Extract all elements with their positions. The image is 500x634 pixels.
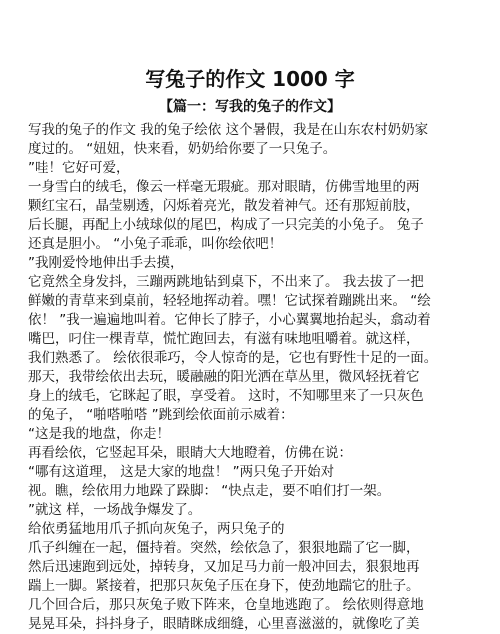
body-line: ”就这 样，一场战争爆发了。 bbox=[28, 502, 202, 518]
body-line: 依！ ”我一遍遍地叫着。它伸长了脖子，小心翼翼地抬起头，翕动着 bbox=[28, 312, 431, 328]
body-line: 几个回合后，那只灰兔子败下阵来，仓皇地逃跑了。 绘依则得意地 bbox=[28, 597, 424, 613]
body-line: 鲜嫩的青草来到桌前，轻轻地挥动着。嘿！它试探着蹦跳出来。 “绘 bbox=[28, 293, 431, 309]
body-line: 它竟然全身发抖，三蹦两跳地钻到桌下，不出来了。 我去拔了一把 bbox=[28, 274, 424, 290]
document-body bbox=[28, 121, 478, 634]
body-line: 一身雪白的绒毛，像云一样毫无瑕疵。那对眼睛，仿佛雪地里的两 bbox=[28, 179, 420, 195]
document-title: 写兔子的作文 1000 字 bbox=[145, 67, 355, 91]
body-line: 那天，我带绘依出去玩，暖融融的阳光洒在草丛里，微风轻抚着它 bbox=[28, 369, 420, 385]
body-line: 嘴巴，叼住一棵青草，慌忙跑回去，有滋有味地咀嚼着。就这样， bbox=[28, 331, 420, 347]
body-line: 再看绘依，它竖起耳朵，眼睛大大地瞪着，仿佛在说： bbox=[28, 445, 352, 461]
body-line: 晃晃耳朵，抖抖身子，眼睛眯成细缝，心里喜滋滋的，就像吃了美 bbox=[28, 616, 420, 632]
document-subtitle: 【篇一：写我的兔子的作文】 bbox=[159, 99, 341, 115]
body-line: 然后迅速跑到远处，掉转身，又加足马力前一般冲回去，狠狠地再 bbox=[28, 559, 420, 575]
body-line: 身上的绒毛，它眯起了眼，享受着。 这时，不知哪里来了一只灰色 bbox=[28, 388, 424, 404]
body-line: 颗红宝石，晶莹剔透，闪烁着亮光，散发着神气。还有那短前肢， bbox=[28, 198, 420, 214]
body-line: ”哇！它好可爱， bbox=[28, 160, 130, 176]
body-line: 后长腿，再配上小绒球似的尾巴，构成了一只完美的小兔子。 兔子 bbox=[28, 217, 424, 233]
body-line: 给依勇猛地用爪子抓向灰兔子，两只兔子的 bbox=[28, 521, 285, 537]
body-line: 还真是胆小。 “小兔子乖乖，叫你绘依吧！ bbox=[28, 236, 283, 252]
body-line: 写我的兔子的作文 我的兔子绘依 这个暑假，我是在山东农村奶奶家 bbox=[28, 122, 429, 138]
body-line: 的兔子， “啪嗒啪嗒 ”跳到绘依面前示威着： bbox=[28, 407, 294, 423]
body-line: 度过的。 “妞妞，快来看，奶奶给你要了一只兔子。 bbox=[28, 141, 337, 157]
body-line: 踹上一脚。紧接着，把那只灰兔子压在身下，使劲地踹它的肚子。 bbox=[28, 578, 420, 594]
body-line: “哪有这道理， 这是大家的地盘！ ”两只兔子开始对 bbox=[28, 464, 335, 480]
body-line: 爪子纠缠在一起，僵持着。突然，绘依急了，狠狠地踹了它一脚， bbox=[28, 540, 420, 556]
body-line: 我们熟悉了。 绘依很乖巧，令人惊奇的是，它也有野性十足的一面。 bbox=[28, 350, 438, 366]
body-line: ”我刚爱怜地伸出手去摸， bbox=[28, 255, 184, 271]
body-line: “这是我的地盘，你走！ bbox=[28, 426, 170, 442]
body-line: 视。瞧，绘依用力地跺了跺脚： “快点走，要不咱们打一架。 bbox=[28, 483, 391, 499]
